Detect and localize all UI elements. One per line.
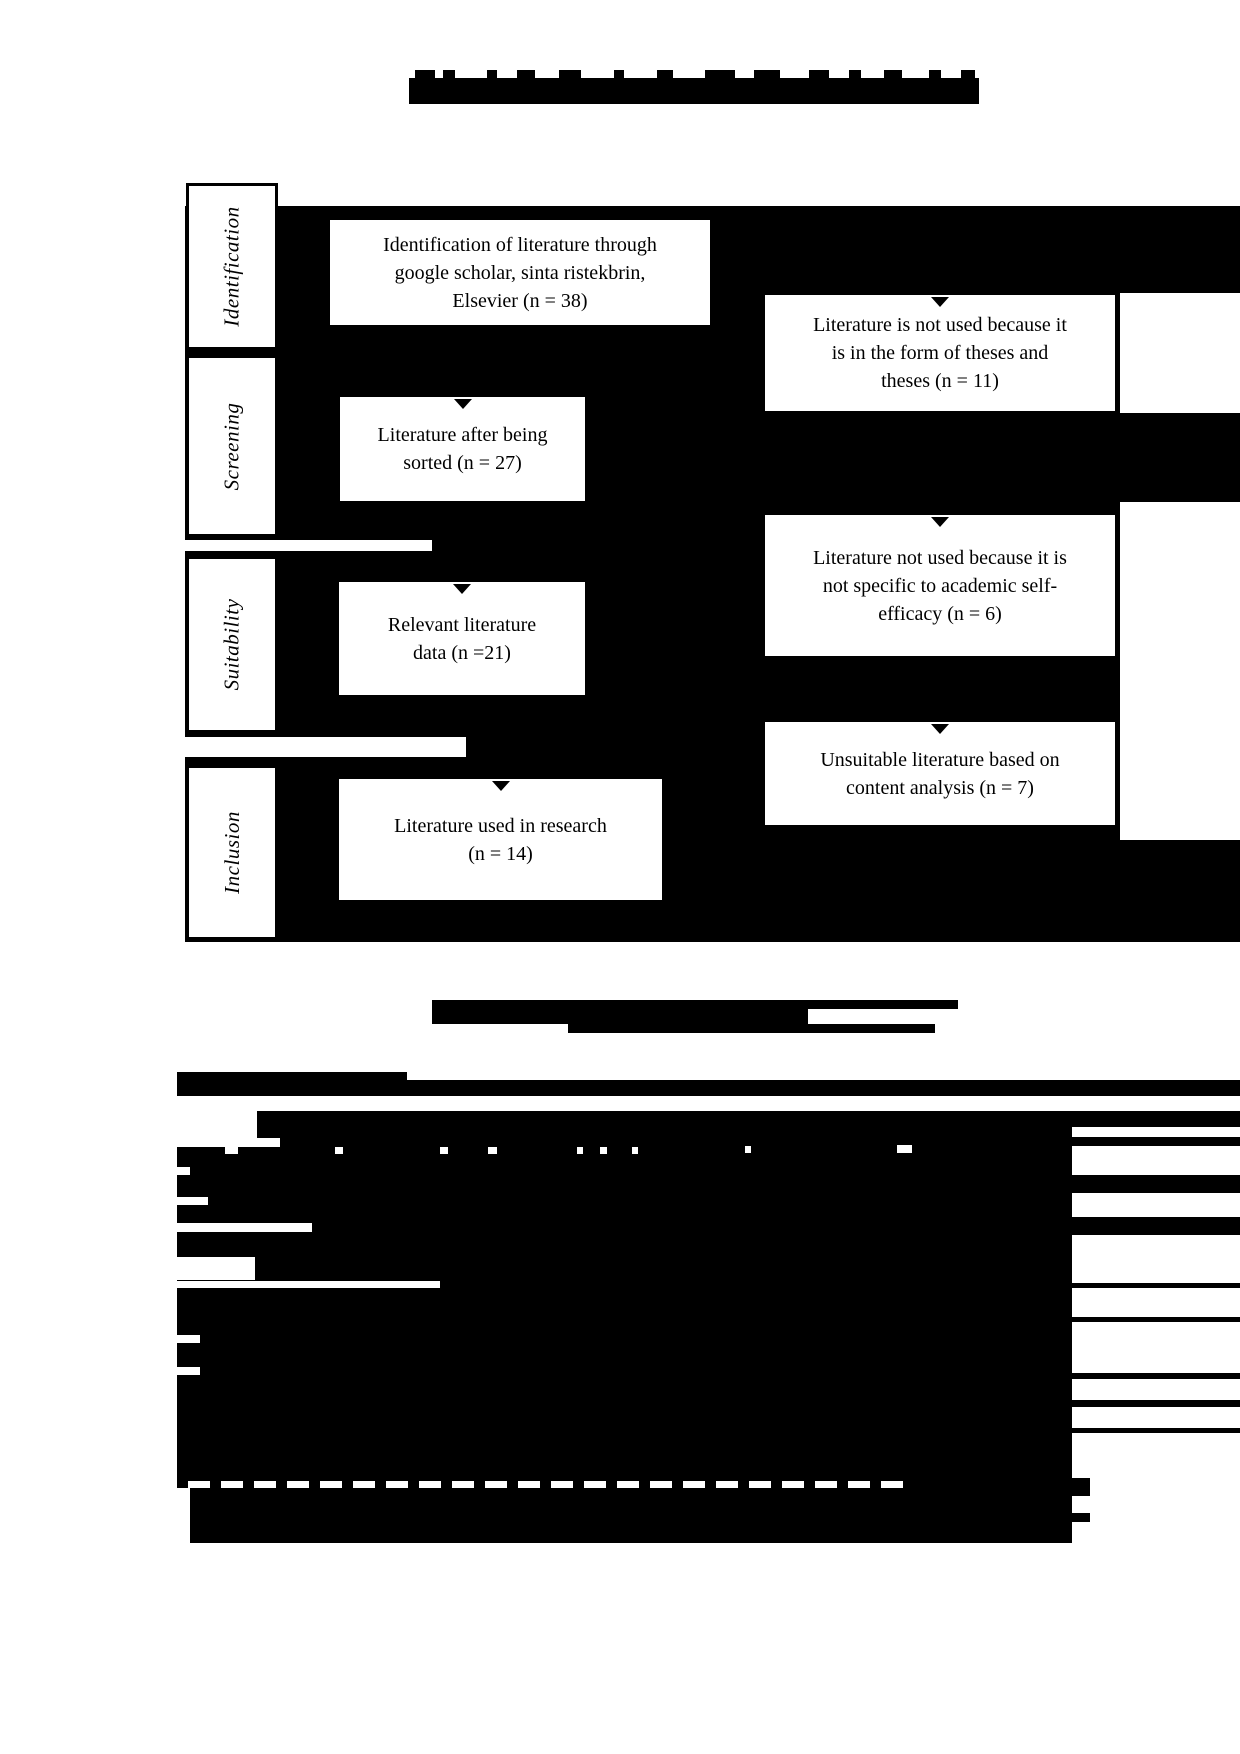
redacted-table-separator-right bbox=[912, 1481, 1072, 1488]
arrowhead-down-icon bbox=[453, 584, 471, 594]
flow-box-relevant bbox=[337, 580, 587, 697]
redacted-table-right-line bbox=[1072, 1400, 1240, 1407]
redacted-table-right-line bbox=[1072, 1175, 1240, 1193]
redaction-notch bbox=[415, 70, 435, 78]
redacted-table-right-line bbox=[1072, 1317, 1240, 1322]
flow-box-included bbox=[337, 777, 664, 902]
flow-box-text: Literature not used because it is bbox=[813, 546, 1067, 569]
table-separator-dashed-line bbox=[177, 1481, 912, 1488]
redacted-table-header bbox=[257, 1111, 1072, 1147]
flow-box-text: Unsuitable literature based on bbox=[820, 748, 1060, 771]
figure-white-band-2 bbox=[185, 737, 466, 757]
redaction-notch bbox=[657, 70, 673, 78]
redaction-notch bbox=[884, 70, 902, 78]
table-row-gap bbox=[177, 1167, 190, 1175]
table-word-gap bbox=[225, 1147, 238, 1154]
redacted-table-right-line bbox=[1072, 1217, 1240, 1235]
flow-box-text: data (n =21) bbox=[413, 641, 511, 664]
redaction-notch bbox=[849, 70, 861, 78]
redacted-table-title-right bbox=[407, 1080, 1240, 1096]
redaction-notch bbox=[559, 70, 581, 78]
redacted-table-footer bbox=[190, 1488, 1072, 1543]
table-row-gap bbox=[177, 1367, 200, 1375]
arrowhead-down-icon bbox=[454, 399, 472, 409]
arrowhead-down-icon bbox=[931, 297, 949, 307]
redacted-figure-caption-line1b bbox=[808, 1000, 958, 1009]
flow-box-text: Elsevier (n = 38) bbox=[452, 289, 588, 312]
redaction-notch bbox=[754, 70, 780, 78]
redacted-table-footer-right-b bbox=[1072, 1513, 1090, 1522]
redacted-table-right-line bbox=[1072, 1283, 1240, 1288]
figure-white-band-1 bbox=[185, 540, 432, 551]
flow-box-excluded-theses bbox=[763, 293, 1117, 413]
table-row-gap bbox=[177, 1138, 280, 1147]
flow-box-text: content analysis (n = 7) bbox=[846, 776, 1034, 799]
stage-label-identification: Identification bbox=[219, 206, 244, 327]
flow-box-excluded-content bbox=[763, 720, 1117, 827]
redacted-figure-caption-line2 bbox=[568, 1024, 935, 1033]
flow-box-text: theses (n = 11) bbox=[881, 370, 999, 392]
redacted-page-title-bar bbox=[409, 78, 979, 104]
redaction-notch bbox=[929, 70, 941, 78]
redacted-table-body bbox=[177, 1147, 1072, 1481]
stage-box-suitability bbox=[186, 556, 278, 733]
stage-label-inclusion: Inclusion bbox=[219, 811, 244, 894]
table-row-gap bbox=[177, 1257, 255, 1280]
table-word-gap bbox=[488, 1147, 497, 1154]
flow-box-text: is in the form of theses and bbox=[831, 342, 1049, 364]
table-word-gap bbox=[632, 1147, 638, 1154]
redaction-notch bbox=[443, 70, 455, 78]
arrowhead-down-icon bbox=[931, 724, 949, 734]
flow-box-screened bbox=[338, 395, 587, 503]
redaction-notch bbox=[614, 70, 624, 78]
redacted-table-right-line bbox=[1072, 1428, 1240, 1433]
flow-box-text: Relevant literature bbox=[387, 613, 537, 636]
flow-box-text: google scholar, sinta ristekbrin, bbox=[394, 261, 646, 284]
redaction-notch bbox=[487, 70, 497, 78]
flow-box-text: Literature used in research bbox=[394, 814, 607, 837]
figure-white-strip-right-bottom bbox=[1120, 502, 1240, 840]
table-word-gap bbox=[440, 1147, 448, 1154]
stage-box-inclusion bbox=[186, 765, 278, 940]
redacted-table-right-line bbox=[1072, 1373, 1240, 1379]
flow-box-text: efficacy (n = 6) bbox=[878, 602, 1002, 625]
arrowhead-down-icon bbox=[492, 781, 510, 791]
redacted-figure-caption-line1 bbox=[432, 1000, 808, 1024]
figure-white-strip-right-top bbox=[1120, 293, 1240, 413]
table-word-gap bbox=[600, 1147, 607, 1154]
flow-box-text: Literature after being bbox=[377, 424, 548, 446]
stage-label-suitability: Suitability bbox=[219, 598, 244, 691]
stage-box-screening bbox=[186, 355, 278, 537]
table-row-gap bbox=[177, 1197, 208, 1205]
redacted-table-header-right-b bbox=[1072, 1137, 1240, 1146]
redaction-notch bbox=[705, 70, 735, 78]
redacted-table-header-right-a bbox=[1072, 1111, 1240, 1127]
redaction-notch bbox=[961, 70, 975, 78]
stage-box-identification bbox=[186, 183, 278, 350]
table-row-gap bbox=[177, 1335, 200, 1343]
redaction-notch bbox=[809, 70, 829, 78]
table-word-gap bbox=[335, 1147, 343, 1154]
redaction-notch bbox=[517, 70, 535, 78]
flow-box-text: Identification of literature through bbox=[383, 233, 657, 256]
flow-box-identified bbox=[328, 218, 712, 327]
table-row-gap bbox=[177, 1223, 312, 1232]
table-word-gap bbox=[745, 1146, 751, 1153]
table-word-gap bbox=[897, 1145, 912, 1153]
table-row-gap bbox=[177, 1281, 440, 1288]
redacted-table-footer-right-a bbox=[1072, 1478, 1090, 1496]
table-word-gap bbox=[577, 1147, 583, 1154]
redacted-table-title-left bbox=[177, 1072, 407, 1096]
flow-box-text: sorted (n = 27) bbox=[403, 452, 522, 474]
flow-box-text: (n = 14) bbox=[468, 842, 533, 865]
arrowhead-down-icon bbox=[931, 517, 949, 527]
stage-label-screening: Screening bbox=[219, 402, 244, 490]
flow-box-text: not specific to academic self- bbox=[822, 574, 1058, 597]
flow-box-excluded-specificity bbox=[763, 513, 1117, 658]
flow-box-text: Literature is not used because it bbox=[813, 314, 1067, 336]
